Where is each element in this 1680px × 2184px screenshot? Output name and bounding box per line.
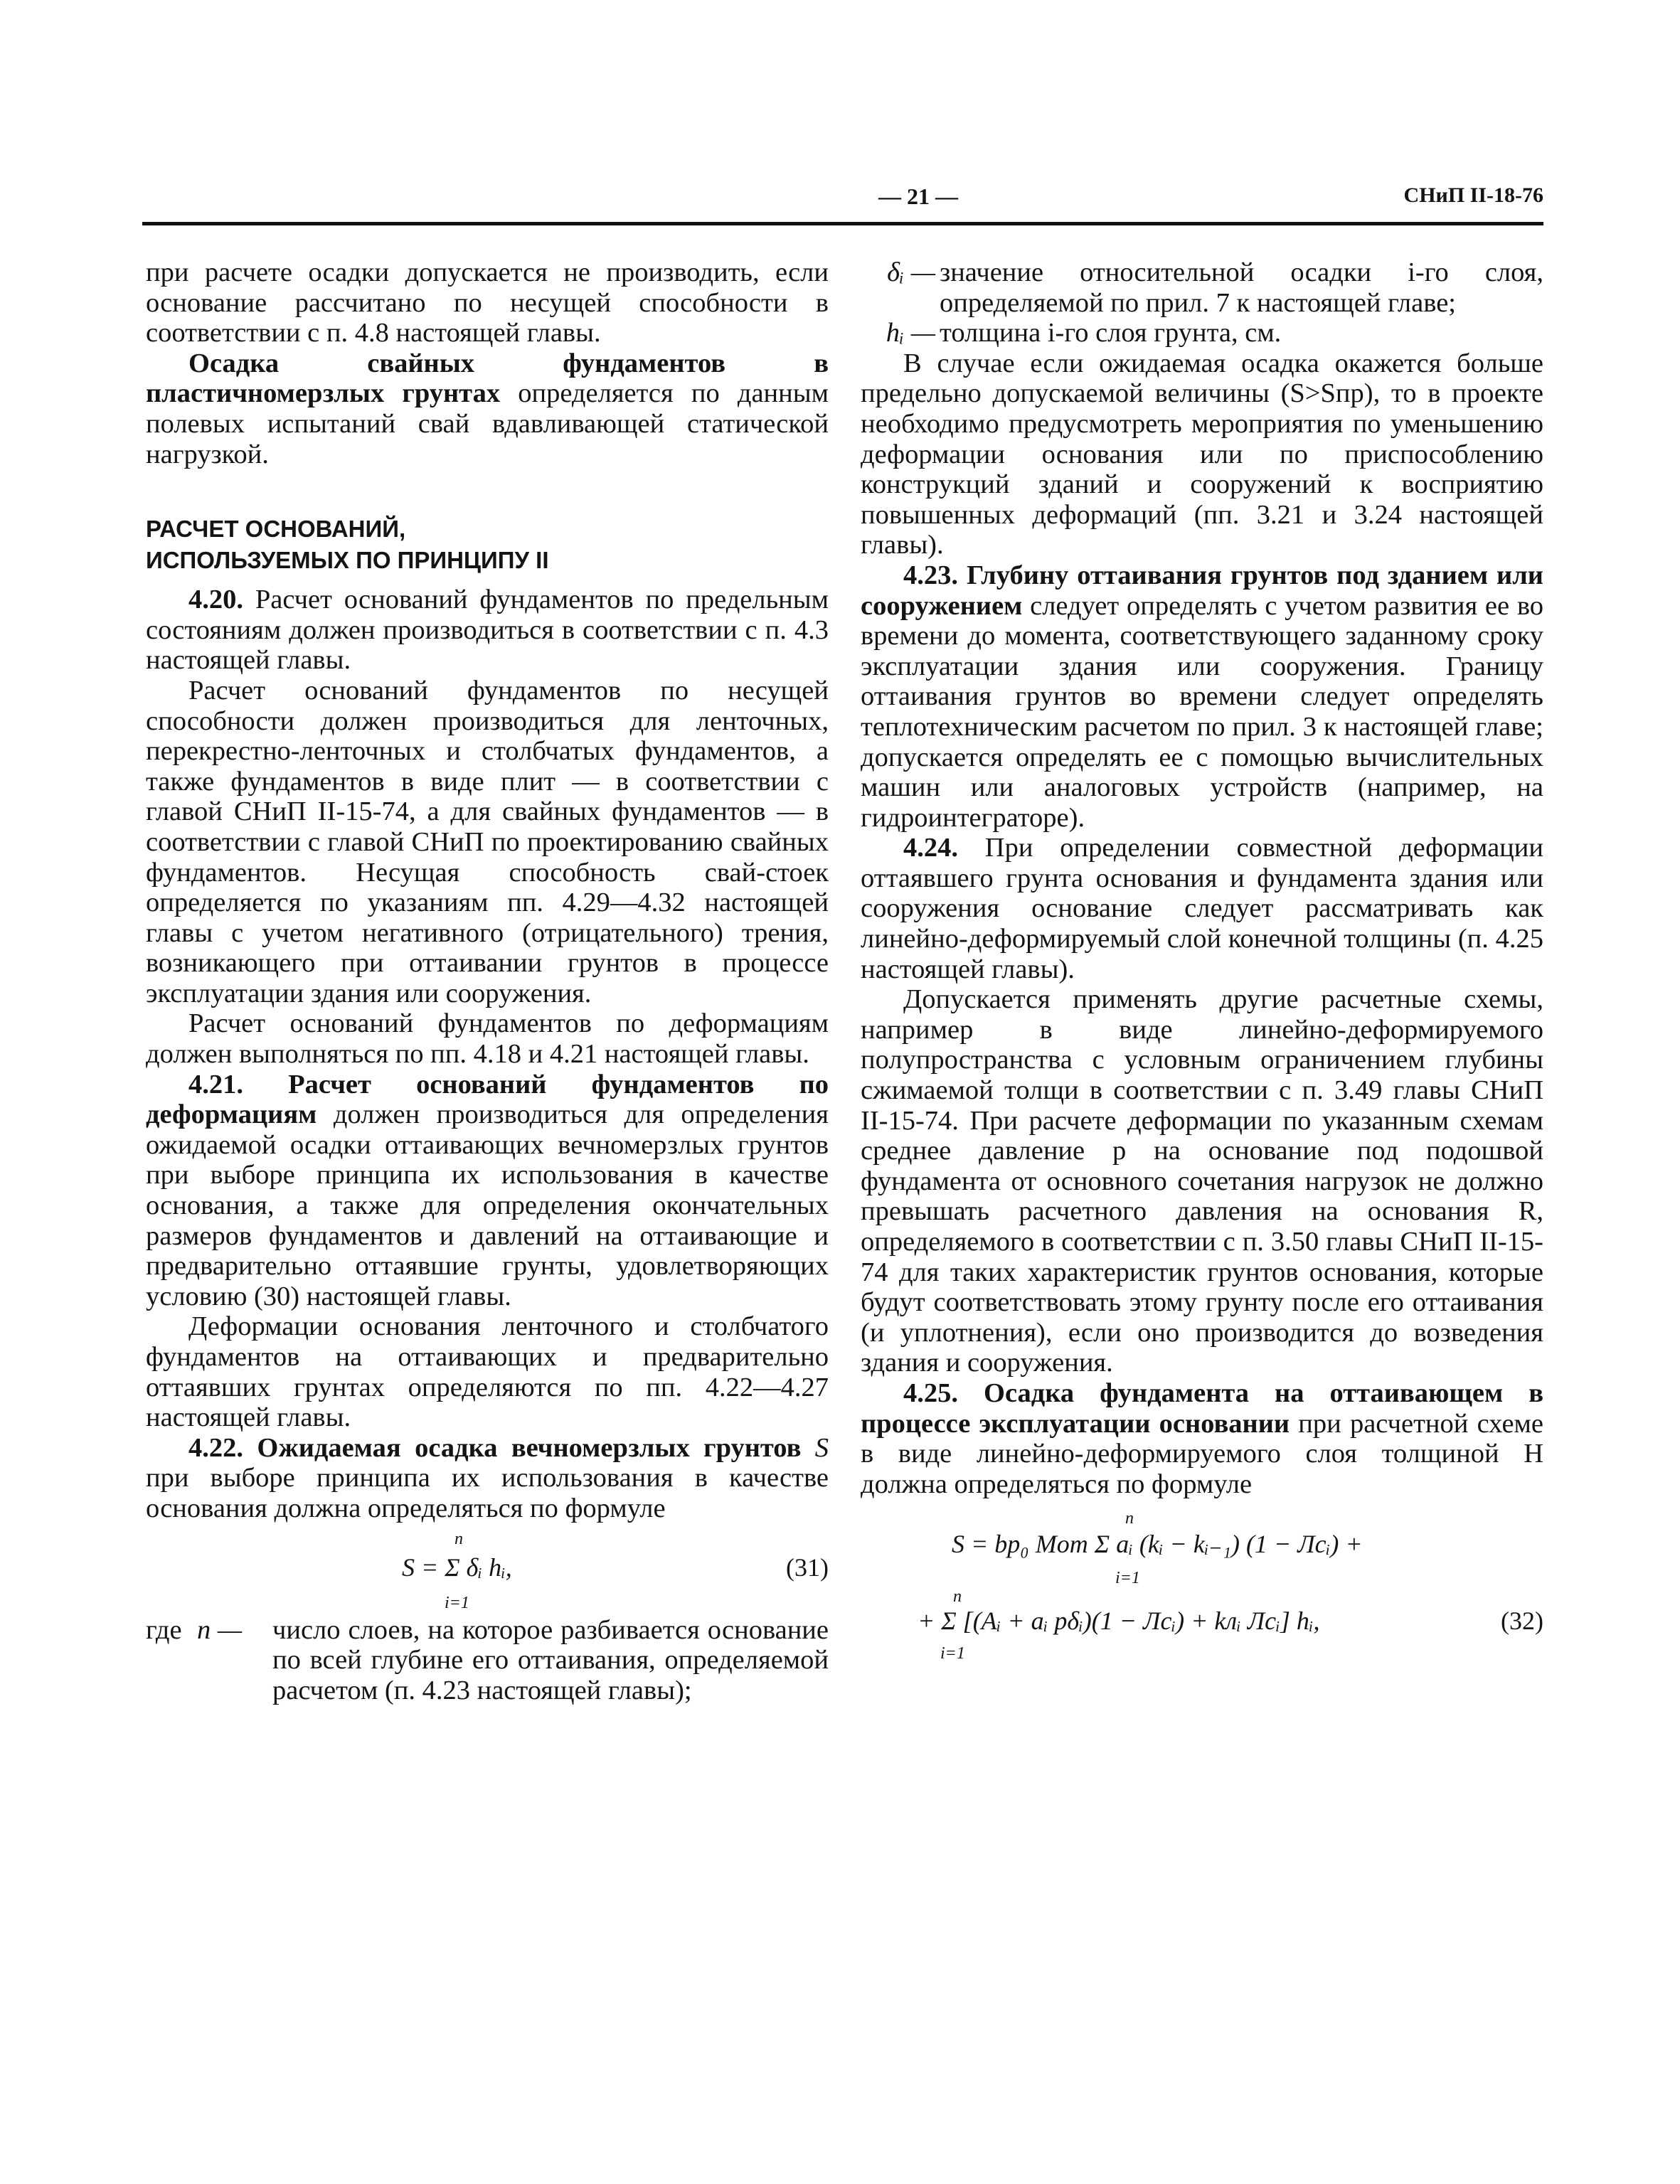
document-code: СНиП II-18-76	[1403, 183, 1543, 207]
bold-lead: 4.21. Расчет оснований фундаментов по деформациям	[146, 1069, 829, 1130]
page-header	[142, 183, 1543, 212]
definition-text: значение относительной осадки i-го слоя, определяемой по прил. 7 к настоящей главе;	[940, 257, 1543, 318]
paragraph-4-25	[861, 1378, 1543, 1499]
sum-lower-limit: i=1	[445, 1593, 469, 1612]
sum-lower-limit: i=1	[940, 1644, 965, 1663]
formula-line-2: + Σ [(Aᵢ + aᵢ pδᵢ)(1 − Лcᵢ) + kлᵢ Лcᵢ] hᵢ,	[918, 1607, 1320, 1636]
bold-lead: 4.25. Осадка фундамента на оттаивающем в процессе эксплуатации основании	[861, 1378, 1543, 1439]
paragraph-4-20	[146, 585, 829, 676]
paragraph-4-22	[146, 1433, 829, 1524]
paragraph-4-24	[861, 833, 1543, 984]
page-number: — 21 —	[878, 183, 958, 209]
formula-32	[861, 1499, 1543, 1663]
definition-term: n —	[197, 1614, 243, 1645]
symbol-S: S	[801, 1432, 829, 1463]
paragraph-text: при расчетной схеме в виде линейно-деформируемого слоя толщиной H должна определяться по формуле	[861, 1408, 1543, 1499]
sum-upper-limit: n	[1125, 1509, 1134, 1528]
header-rule	[142, 222, 1543, 225]
paragraph-4-20-c: Расчет оснований фундаментов по деформациям должен выполняться по пп. 4.18 и 4.21 настоящей главы.	[146, 1008, 829, 1070]
clause-number: 4.20.	[188, 585, 243, 615]
definition-delta	[861, 257, 1543, 318]
definition-text: толщина i-го слоя грунта, см.	[940, 318, 1282, 348]
bold-lead: 4.23. Глубину оттаивания грунтов под зданием или сооружением	[861, 560, 1543, 621]
paragraph-4-21	[146, 1070, 829, 1312]
paragraph-text: должен производиться для определения ожидаемой осадки оттаивающих вечномерзлых грунтов при выборе принципа их использования в качестве основания, а также для определения окончательных размеров фундаментов и давлений на оттаивающие и предварительно оттаявшие грунты, удовлетворяющих условию (30) настоящей главы.	[146, 1099, 829, 1311]
clause-number: 4.24.	[903, 833, 958, 863]
where-label: где	[146, 1614, 182, 1645]
sum-lower-limit: i=1	[1115, 1569, 1140, 1588]
formula-expression: S = Σ δᵢ hᵢ,	[402, 1552, 512, 1582]
left-column	[146, 257, 829, 1705]
paragraph-pile-settlement	[146, 348, 829, 469]
definition-n	[146, 1615, 829, 1706]
paragraph-text: при выборе принципа их использования в качестве основания должна определяться по формуле	[146, 1463, 829, 1523]
paragraph-4-20-b: Расчет оснований фундаментов по несущей способности должен производиться для ленточных, перекрестно-ленточных и столбчатых фундаментов, а также фундаментов в виде плит — в соответствии с главой СНиП II-15-74, а для свайных фундаментов — в соответствии с главой СНиП по проектированию свайных фундаментов. Несущая способность свай-стоек определяется по указаниям пп. 4.29—4.32 настоящей главы с учетом негативного (отрицательного) трения, возникающего при оттаивании грунтов в процессе эксплуатации здания или сооружения.	[146, 675, 829, 1008]
paragraph-continuation: при расчете осадки допускается не производить, если основание рассчитано по несущей способности в соответствии с п. 4.8 настоящей главы.	[146, 257, 829, 348]
bold-lead: 4.22. Ожидаемая осадка вечномерзлых грунтов	[188, 1432, 802, 1463]
right-column	[861, 257, 1543, 1663]
paragraph-text: определяется по данным полевых испытаний свай вдавливающей статической нагрузкой.	[146, 378, 829, 469]
equation-number: (32)	[1501, 1607, 1543, 1636]
paragraph-4-21-b: Деформации основания ленточного и столбчатого фундаментов на оттаивающих и предварительно оттаявших грунтах определяются по пп. 4.22—4.27 настоящей главы.	[146, 1311, 829, 1433]
formula-31	[146, 1524, 829, 1615]
paragraph-4-23	[861, 560, 1543, 833]
sum-upper-limit: n	[454, 1529, 463, 1548]
heading-line-1: РАСЧЕТ ОСНОВАНИЙ,	[146, 516, 406, 543]
definition-text: число слоев, на которое разбивается основание по всей глубине его оттаивания, определяемой расчетом (п. 4.23 настоящей главы);	[272, 1614, 829, 1705]
definition-term: hᵢ —	[886, 318, 935, 348]
formula-line-1: S = bp₀ Mот Σ aᵢ (kᵢ − kᵢ₋₁) (1 − Лcᵢ) +	[952, 1530, 1363, 1559]
paragraph-text: При определении совместной деформации оттаявшего грунта основания и фундамента здания или сооружения основание следует рассматривать как линейно-деформируемый слой конечной толщины (п. 4.25 настоящей главы).	[861, 833, 1543, 984]
definition-term: δᵢ —	[887, 257, 935, 287]
bold-lead: Осадка свайных фундаментов в пластичномерзлых грунтах	[146, 348, 829, 409]
definition-h	[861, 318, 1543, 348]
section-heading	[146, 513, 829, 576]
paragraph-text: следует определять с учетом развития ее во времени до момента, соответствующего заданному сроку эксплуатации здания или сооружения. Границу оттаивания грунтов во времени следует определять теплотехническим расчетом по прил. 3 к настоящей главе; допускается определять ее с помощью вычислительных машин или аналоговых устройств (например, на гидроинтеграторе).	[861, 590, 1543, 833]
paragraph-excess-settlement: В случае если ожидаемая осадка окажется больше предельно допускаемой величины (S>Sпр), то в проекте необходимо предусмотреть мероприятия по уменьшению деформации основания или по приспособлению конструкций зданий и сооружений к восприятию повышенных деформаций (пп. 3.21 и 3.24 настоящей главы).	[861, 348, 1543, 560]
paragraph-text: Расчет оснований фундаментов по предельным состояниям должен производиться в соответствии с п. 4.3 настоящей главы.	[146, 585, 829, 676]
sum-upper-limit: n	[953, 1587, 962, 1607]
equation-number: (31)	[786, 1552, 829, 1582]
heading-line-2: ИСПОЛЬЗУЕМЫХ ПО ПРИНЦИПУ II	[146, 547, 549, 574]
paragraph-4-24-b: Допускается применять другие расчетные схемы, например в виде линейно-деформируемого полупространства с условным ограничением глубины сжимаемой толщи в соответствии с п. 3.49 главы СНиП II-15-74. При расчете деформации по указанным схемам среднее давление p на основание под подошвой фундамента от основного сочетания нагрузок не должно превышать расчетного давления на основания R, определяемого в соответствии с п. 3.50 главы СНиП II-15-74 для таких характеристик грунтов основания, которые будут соответствовать этому грунту после его оттаивания (и уплотнения), если оно производится до возведения здания и сооружения.	[861, 984, 1543, 1378]
